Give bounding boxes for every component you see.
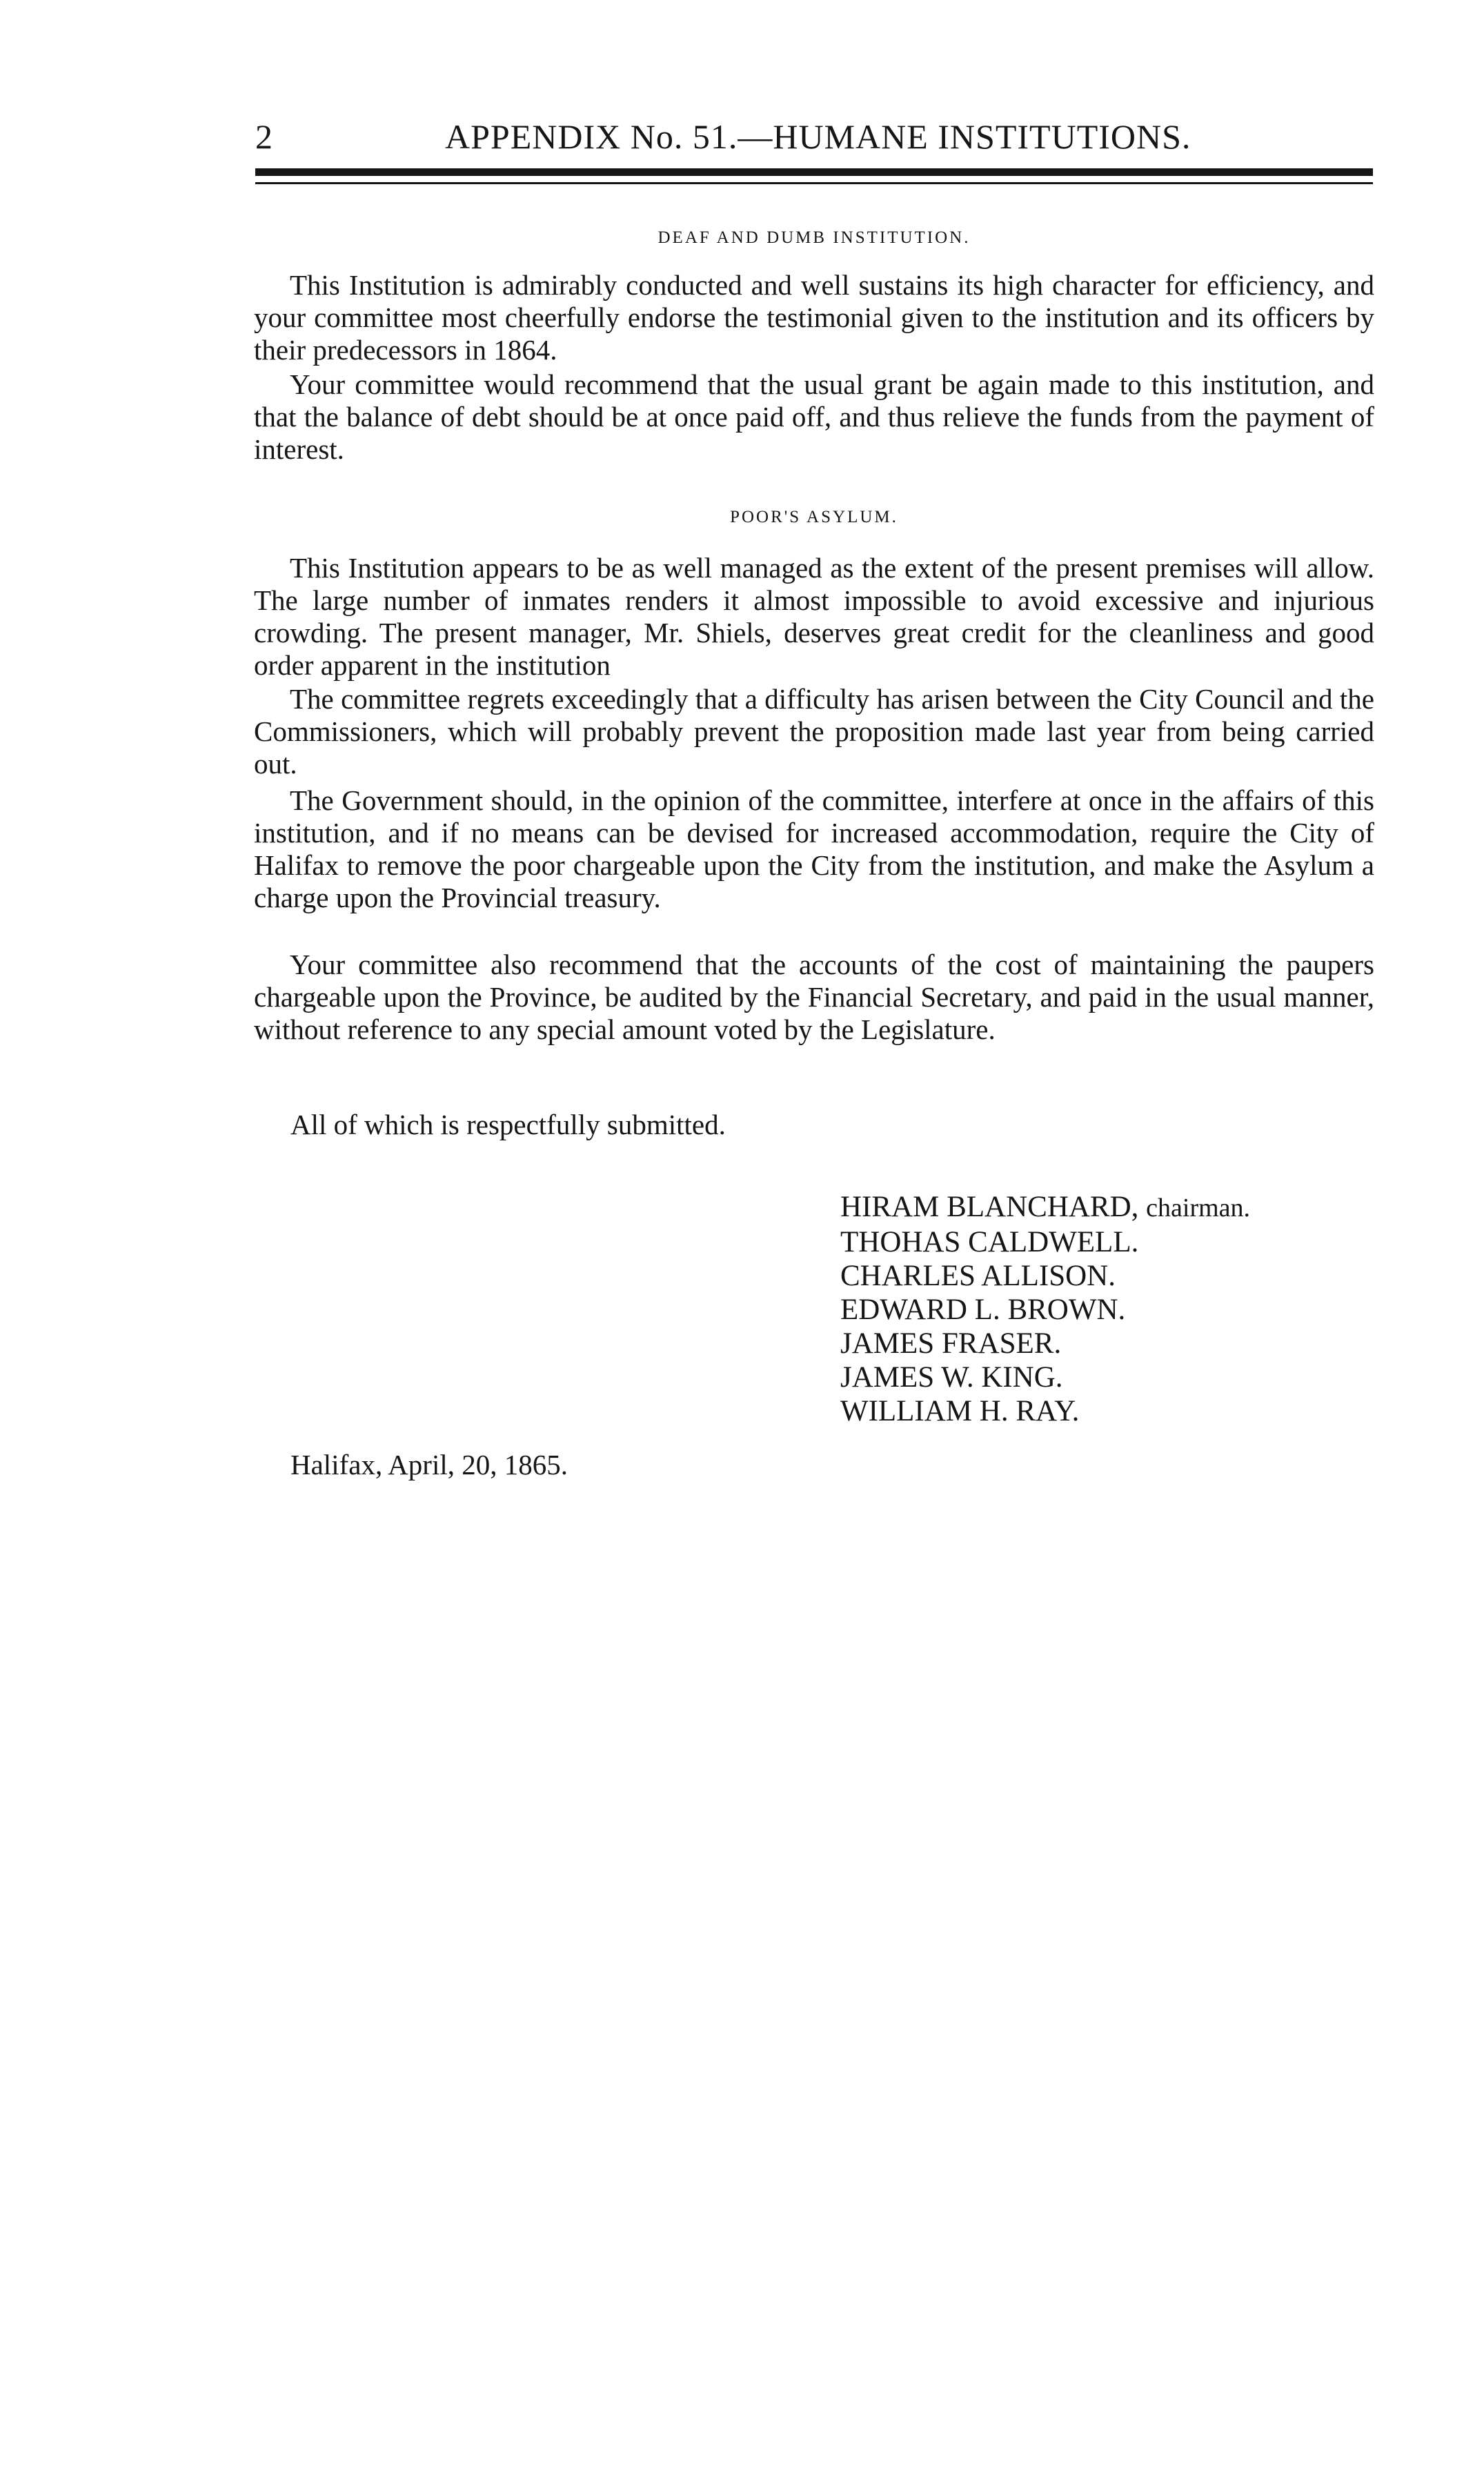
signatory-name: HIRAM BLANCHARD, [840, 1191, 1139, 1223]
signatory-name: THOHAS CALDWELL. [840, 1226, 1139, 1258]
paragraph: The Government should, in the opinion of the committee, interfere at once in the affairs of this institution, and if no means can be devised for increased accommodation, require the City of Halifax to remove the poor chargeable upon the City from the institution, and make the Asylum a charge upon the Provincial treasury. [254, 784, 1374, 913]
signatory [840, 1327, 1392, 1360]
signatory-name: EDWARD L. BROWN. [840, 1294, 1126, 1326]
signatory [840, 1360, 1392, 1394]
signatory [840, 1190, 1392, 1225]
signatory-name: CHARLES ALLISON. [840, 1260, 1116, 1292]
paragraph: Your committee also recommend that the accounts of the cost of maintaining the paupers chargeable upon the Province, be audited by the Financial Secretary, and paid in the usual manner, without reference to any special amount voted by the Legislature. [254, 949, 1374, 1045]
dateline: Halifax, April, 20, 1865. [290, 1449, 568, 1481]
running-title: APPENDIX No. 51.—HUMANE INSTITUTIONS. [445, 117, 1191, 156]
page-header [255, 116, 1369, 164]
page-number: 2 [255, 117, 273, 156]
signatory-role: chairman. [1146, 1194, 1251, 1222]
section-heading-poors-asylum: POOR'S ASYLUM. [730, 508, 898, 526]
signatory-name: JAMES W. KING. [840, 1361, 1063, 1394]
paragraph: This Institution is admirably conducted and well sustains its high character for efficiency, and your committee most cheerfully endorse the testimonial given to the institution and its officers by their predecessors in 1864. [254, 269, 1374, 366]
header-rule-thin [255, 182, 1373, 184]
header-rule-thick [255, 168, 1373, 176]
signatory-name: WILLIAM H. RAY. [840, 1395, 1080, 1427]
section-heading-deaf-and-dumb: DEAF AND DUMB INSTITUTION. [657, 228, 971, 247]
signatory [840, 1293, 1392, 1327]
signature-block [840, 1190, 1392, 1428]
paragraph: Your committee would recommend that the usual grant be again made to this institution, and that the balance of debt should be at once paid off, and thus relieve the funds from the payment of interest. [254, 368, 1374, 465]
closing-line: All of which is respectfully submitted. [290, 1109, 726, 1140]
signatory [840, 1225, 1392, 1259]
signatory-name: JAMES FRASER. [840, 1327, 1062, 1360]
paragraph: This Institution appears to be as well managed as the extent of the present premises will allow. The large number of inmates renders it almost impossible to avoid excessive and injurious crowding. The present manager, Mr. Shiels, deserves great credit for the cleanliness and good order apparent in the institution [254, 552, 1374, 681]
signatory [840, 1394, 1392, 1428]
paragraph: The committee regrets exceedingly that a difficulty has arisen between the City Council and the Commissioners, which will probably prevent the proposition made last year from being carried out. [254, 683, 1374, 780]
signatory [840, 1259, 1392, 1293]
